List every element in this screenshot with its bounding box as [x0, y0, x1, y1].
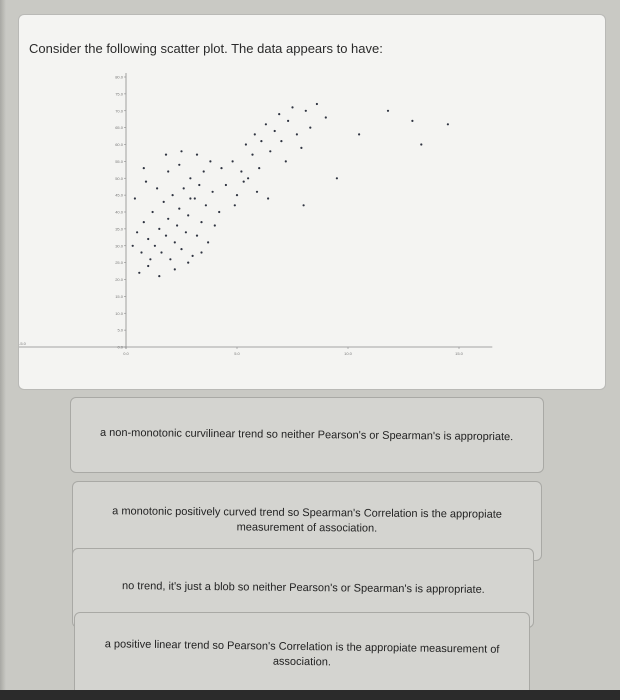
scatter-point: [280, 140, 282, 142]
y-tick-label: 45.0: [115, 192, 123, 198]
scatter-point: [278, 113, 280, 115]
scatter-point: [285, 160, 287, 162]
scatter-plot: [19, 15, 607, 391]
y-tick-label: 5.0: [117, 327, 123, 333]
scatter-point: [174, 268, 176, 270]
scatter-point: [178, 208, 180, 210]
scatter-point: [291, 106, 293, 108]
scatter-point: [205, 204, 207, 206]
scatter-point: [220, 167, 222, 169]
y-tick-label: 35.0: [115, 226, 123, 232]
scatter-point: [420, 143, 422, 145]
scatter-point: [132, 245, 134, 247]
scatter-point: [256, 191, 258, 193]
answer-option-4[interactable]: [74, 612, 530, 698]
scatter-point: [187, 262, 189, 264]
scatter-point: [245, 143, 247, 145]
scatter-point: [447, 123, 449, 125]
scatter-point: [174, 241, 176, 243]
scatter-point: [200, 221, 202, 223]
scatter-point: [147, 238, 149, 240]
scatter-point: [387, 110, 389, 112]
scatter-point: [167, 170, 169, 172]
scatter-point: [143, 221, 145, 223]
answer-option-1-label: a non-monotonic curvilinear trend so neither Pearson's or Spearman's is appropriate.: [100, 426, 514, 443]
y-tick-label: 80.0: [115, 74, 123, 80]
scatter-point: [236, 194, 238, 196]
scatter-point: [309, 127, 311, 129]
scatter-point: [147, 265, 149, 267]
scatter-point: [178, 164, 180, 166]
y-tick-label: 15.0: [115, 293, 123, 299]
y-tick-label: 10.0: [115, 310, 123, 316]
y-tick-label: 50.0: [115, 175, 123, 181]
question-card: [18, 14, 606, 390]
scatter-point: [269, 150, 271, 152]
scatter-point: [158, 275, 160, 277]
scatter-point: [152, 211, 154, 213]
scatter-point: [136, 231, 138, 233]
scatter-point: [160, 251, 162, 253]
scatter-point: [336, 177, 338, 179]
answer-option-3-label: no trend, it's just a blob so neither Pearson's or Spearman's is appropriate.: [121, 579, 485, 596]
scatter-point: [203, 170, 205, 172]
scatter-point: [165, 235, 167, 237]
scatter-point: [243, 181, 245, 183]
scatter-point: [154, 245, 156, 247]
scatter-point: [192, 255, 194, 257]
scatter-point: [165, 154, 167, 156]
scatter-point: [149, 258, 151, 260]
x-tick-label: 5.0: [234, 351, 240, 356]
scatter-point: [218, 211, 220, 213]
scatter-point: [251, 154, 253, 156]
scatter-point: [196, 235, 198, 237]
scatter-point: [296, 133, 298, 135]
scatter-point: [358, 133, 360, 135]
y-tick-label: 40.0: [115, 209, 123, 215]
scatter-point: [172, 194, 174, 196]
scatter-point: [258, 167, 260, 169]
y-tick-label: 25.0: [115, 260, 123, 266]
scatter-point: [187, 214, 189, 216]
scatter-point: [156, 187, 158, 189]
scatter-point: [169, 258, 171, 260]
scatter-point: [305, 110, 307, 112]
scatter-point: [143, 167, 145, 169]
answer-option-1[interactable]: [70, 397, 544, 473]
scatter-point: [265, 123, 267, 125]
scatter-point: [140, 251, 142, 253]
scatter-point: [196, 154, 198, 156]
scatter-point: [274, 130, 276, 132]
y-tick-label: 65.0: [115, 125, 123, 131]
scatter-point: [180, 150, 182, 152]
y-tick-label: 30.0: [115, 243, 123, 249]
scatter-point: [167, 218, 169, 220]
scatter-point: [316, 103, 318, 105]
y-tick-label: 0.0: [117, 344, 123, 350]
scatter-point: [232, 160, 234, 162]
y-tick-label: 20.0: [115, 277, 123, 282]
scatter-point: [212, 191, 214, 193]
scatter-point: [145, 181, 147, 183]
scatter-point: [194, 197, 196, 199]
scatter-point: [247, 177, 249, 179]
scatter-point: [207, 241, 209, 243]
photo-edge-shadow: [0, 0, 6, 700]
y-tick-label: 70.0: [115, 108, 123, 114]
y-tick-label: 60.0: [115, 142, 123, 147]
scatter-point: [214, 224, 216, 226]
answer-option-2-label: a monotonic positively curved trend so Spearman's Correlation is the appropiate measurement of association.: [112, 505, 502, 535]
question-text: Consider the following scatter plot. The data appears to have:: [29, 41, 383, 56]
scatter-point: [287, 120, 289, 122]
scatter-point: [183, 187, 185, 189]
scatter-plot-svg: [19, 15, 607, 391]
answer-option-4-label: a positive linear trend so Pearson's Correlation is the appropiate measurement of association.: [104, 638, 500, 669]
x-tick-label-left: -5.0: [19, 341, 26, 346]
scatter-point: [189, 177, 191, 179]
scatter-point: [138, 272, 140, 274]
y-tick-label: 55.0: [115, 158, 123, 164]
scatter-point: [411, 120, 413, 122]
scatter-point: [198, 184, 200, 186]
bottom-bar: [0, 690, 620, 700]
scatter-point: [300, 147, 302, 149]
scatter-point: [134, 197, 136, 199]
scatter-point: [225, 184, 227, 186]
scatter-point: [325, 116, 327, 118]
scatter-point: [163, 201, 165, 203]
scatter-point: [267, 197, 269, 199]
scatter-point: [209, 160, 211, 162]
scatter-point: [185, 231, 187, 233]
scatter-point: [303, 204, 305, 206]
scatter-point: [260, 140, 262, 142]
scatter-point: [180, 248, 182, 250]
scatter-point: [240, 170, 242, 172]
y-tick-label: 75.0: [115, 91, 123, 97]
scatter-point: [158, 228, 160, 230]
x-tick-label: 10.0: [344, 351, 352, 356]
scatter-point: [254, 133, 256, 135]
scatter-point: [176, 224, 178, 226]
scatter-point: [234, 204, 236, 206]
x-tick-label: 15.0: [455, 351, 463, 356]
scatter-point: [189, 197, 191, 199]
x-tick-label: 0.0: [123, 351, 129, 356]
scatter-point: [200, 251, 202, 253]
